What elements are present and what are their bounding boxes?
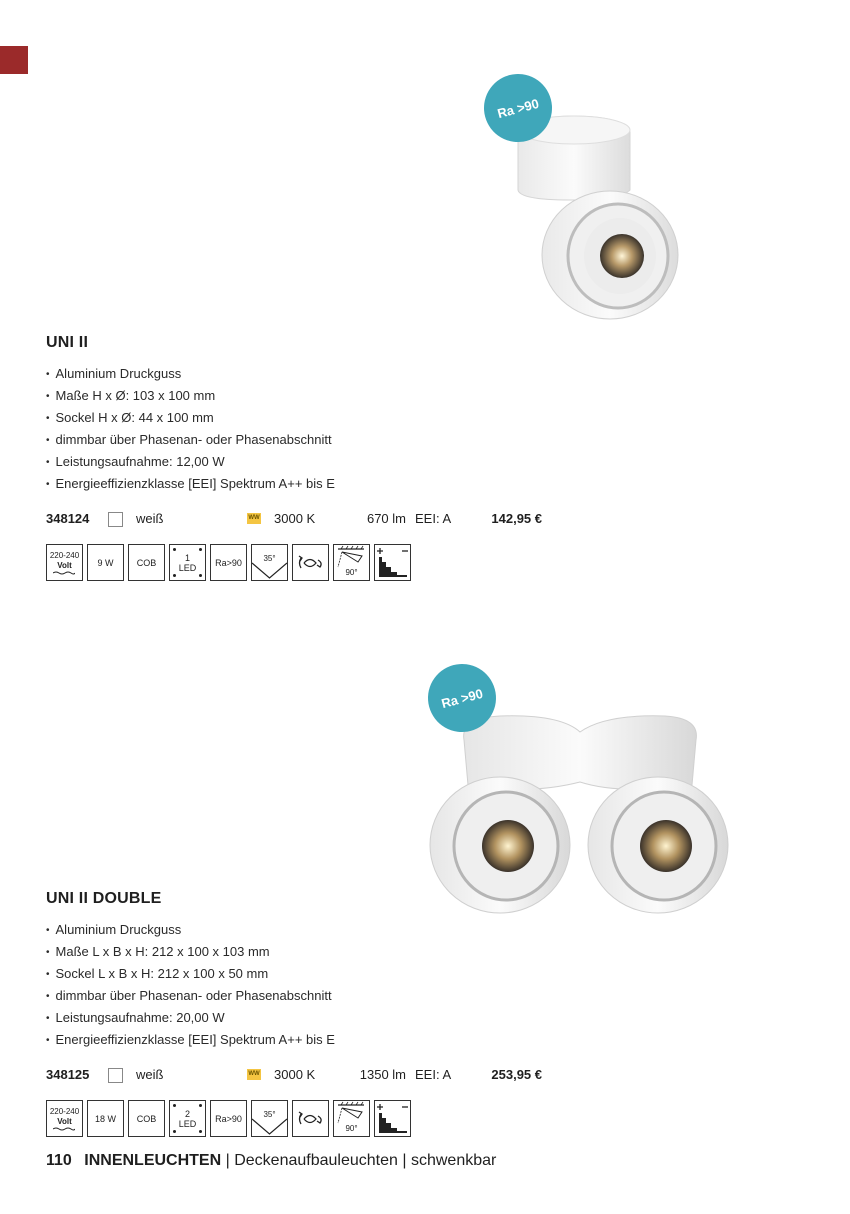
voltage-unit: Volt — [57, 1116, 72, 1126]
product-uni-ii-double — [46, 890, 806, 1137]
dimmable-icon — [374, 544, 411, 581]
cri-icon: Ra>90 — [210, 1100, 247, 1137]
led-count-icon — [169, 544, 206, 581]
section-title: INNENLEUCHTEN — [84, 1152, 222, 1169]
footer-separator: | — [225, 1152, 230, 1169]
color-name: weiß — [136, 511, 164, 526]
product-image-uni-ii — [480, 70, 730, 330]
beam-angle-value: 35° — [263, 553, 276, 563]
voltage-unit: Volt — [57, 560, 72, 570]
spec-icon-row — [46, 1100, 806, 1137]
feature-item: • Sockel H x Ø: 44 x 100 mm — [46, 408, 806, 430]
voltage-icon — [46, 1100, 83, 1137]
product-uni-ii — [46, 334, 806, 581]
feature-item: • Maße L x B x H: 212 x 100 x 103 mm — [46, 942, 806, 964]
feature-item: • dimmbar über Phasenan- oder Phasenabschnitt — [46, 430, 806, 452]
product-title: UNI II DOUBLE — [46, 890, 162, 907]
page-number: 110 — [46, 1152, 72, 1169]
energy-class: EEI: A — [415, 1067, 452, 1082]
led-count: 1 — [184, 552, 190, 563]
ra-badge: Ra >90 — [420, 656, 503, 739]
page-footer — [46, 1152, 496, 1170]
cob-icon: COB — [128, 1100, 165, 1137]
cri-icon: Ra>90 — [210, 544, 247, 581]
article-number: 348124 — [46, 511, 90, 526]
article-row — [46, 1064, 806, 1086]
color-temperature: 3000 K — [274, 1067, 316, 1082]
led-count-icon — [169, 1100, 206, 1137]
warm-white-badge: WW — [247, 513, 261, 524]
rotate-icon — [292, 544, 329, 581]
led-label: LED — [178, 562, 197, 573]
feature-item: • dimmbar über Phasenan- oder Phasenabschnitt — [46, 986, 806, 1008]
beam-angle-value: 35° — [263, 1109, 276, 1119]
feature-item: • Leistungsaufnahme: 12,00 W — [46, 452, 806, 474]
rotate-icon — [292, 1100, 329, 1137]
led-count: 2 — [184, 1108, 190, 1119]
voltage-range: 220-240 — [49, 550, 80, 560]
tilt-angle-value: 90° — [345, 568, 358, 577]
subcategory-title: schwenkbar — [410, 1152, 497, 1169]
price: 142,95 € — [491, 511, 542, 526]
luminous-flux: 670 lm — [366, 511, 406, 526]
feature-item: • Aluminium Druckguss — [46, 920, 806, 942]
voltage-range: 220-240 — [49, 1106, 80, 1116]
chapter-tab — [0, 46, 28, 74]
warm-white-badge: WW — [247, 1069, 261, 1080]
voltage-icon — [46, 544, 83, 581]
feature-list — [46, 920, 806, 1052]
article-number: 348125 — [46, 1067, 90, 1082]
feature-item: • Sockel L x B x H: 212 x 100 x 50 mm — [46, 964, 806, 986]
feature-item: • Maße H x Ø: 103 x 100 mm — [46, 386, 806, 408]
ra-badge: Ra >90 — [476, 66, 559, 149]
feature-item: • Energieeffizienzklasse [EEI] Spektrum A++ bis E — [46, 1030, 806, 1052]
product-title: UNI II — [46, 334, 89, 351]
spec-icon-row — [46, 544, 806, 581]
color-temperature: 3000 K — [274, 511, 316, 526]
tilt-icon — [333, 1100, 370, 1137]
feature-item: • Energieeffizienzklasse [EEI] Spektrum A++ bis E — [46, 474, 806, 496]
dimmable-icon — [374, 1100, 411, 1137]
feature-list — [46, 364, 806, 496]
led-label: LED — [178, 1118, 197, 1129]
feature-item: • Leistungsaufnahme: 20,00 W — [46, 1008, 806, 1030]
price: 253,95 € — [491, 1067, 542, 1082]
tilt-icon — [333, 544, 370, 581]
wattage-icon: 9 W — [87, 544, 124, 581]
product-image-uni-ii-double — [420, 660, 740, 920]
luminous-flux: 1350 lm — [359, 1067, 406, 1082]
beam-angle-icon — [251, 544, 288, 581]
cob-icon: COB — [128, 544, 165, 581]
feature-item: • Aluminium Druckguss — [46, 364, 806, 386]
color-name: weiß — [136, 1067, 164, 1082]
footer-separator: | — [402, 1152, 407, 1169]
energy-class: EEI: A — [415, 511, 452, 526]
article-row — [46, 508, 806, 530]
beam-angle-icon — [251, 1100, 288, 1137]
wattage-icon: 18 W — [87, 1100, 124, 1137]
tilt-angle-value: 90° — [345, 1124, 358, 1133]
category-title: Deckenaufbauleuchten — [234, 1152, 398, 1169]
